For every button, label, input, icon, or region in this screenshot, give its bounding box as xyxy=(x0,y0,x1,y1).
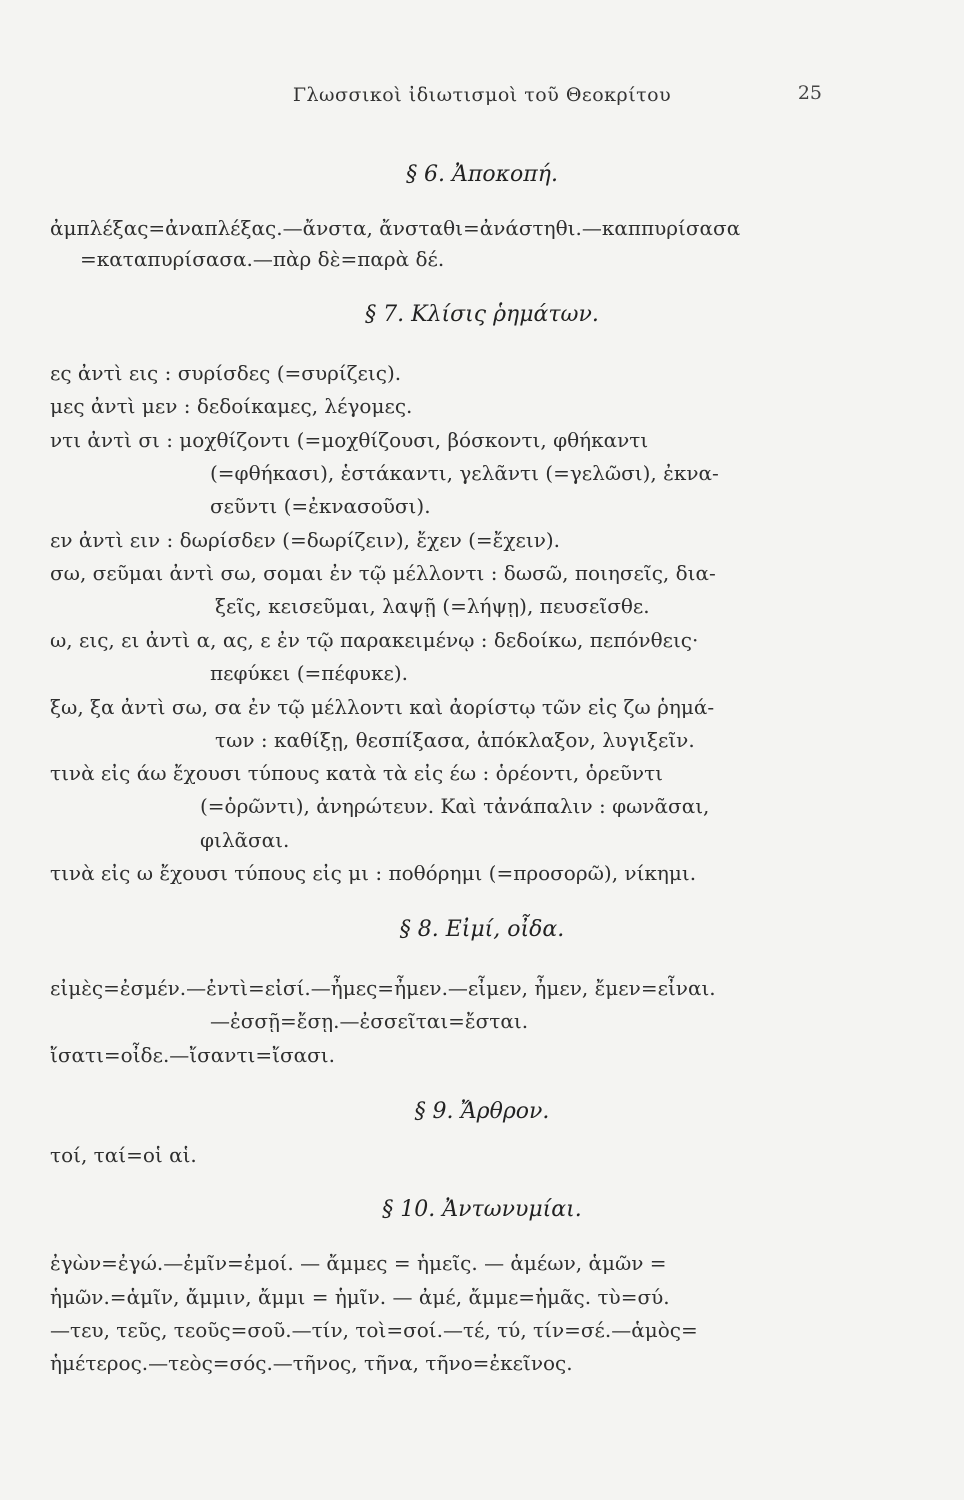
text-line: ξεῖς, κεισεῦμαι, λαψῇ (=λήψῃ), πευσεῖσθε. xyxy=(215,594,650,618)
text-line: μες ἀντὶ μεν : δεδοίκαμες, λέγομες. xyxy=(50,394,413,418)
text-line: ἐγὼν=ἐγώ.—ἐμῖν=ἐμοί. — ἄμμες = ἡμεῖς. — ἁμέων, ἁμῶν = xyxy=(50,1251,667,1275)
section-heading: § 8. Εἰμί, οἶδα. xyxy=(399,917,565,942)
text-line: (=φθήκασι), ἑστάκαντι, γελᾶντι (=γελῶσι), ἐκνα- xyxy=(210,461,719,485)
text-line: σεῦντι (=ἐκνασοῦσι). xyxy=(210,494,431,518)
text-line: τινὰ εἰς άω ἔχουσι τύπους κατὰ τὰ εἰς έω : ὁρέοντι, ὁρεῦντι xyxy=(50,761,663,785)
text-line: —τευ, τεῦς, τεοῦς=σοῦ.—τίν, τοὶ=σοί.—τέ, τύ, τίν=σέ.—ἁμὸς= xyxy=(50,1318,698,1342)
text-line: ἡμῶν.=ἁμῖν, ἄμμιν, ἄμμι = ἡμῖν. — ἀμέ, ἄμμε=ἡμᾶς. τὺ=σύ. xyxy=(50,1285,670,1309)
text-line: εν ἀντὶ ειν : δωρίσδεν (=δωρίζειν), ἔχεν (=ἔχειν). xyxy=(50,528,561,552)
text-line: πεφύκει (=πέφυκε). xyxy=(210,661,408,685)
text-line: των : καθίξῃ, θεσπίξασα, ἀπόκλαξον, λυγιξεῖν. xyxy=(215,728,695,752)
text-line: ω, εις, ει ἀντὶ α, ας, ε ἐν τῷ παρακειμένῳ : δεδοίκω, πεπόνθεις· xyxy=(50,628,699,652)
text-line: (=ὁρῶντι), ἀνηρώτευν. Καὶ τἀνάπαλιν : φωνᾶσαι, xyxy=(200,794,710,818)
text-line: ἡμέτερος.—τεὸς=σός.—τῆνος, τῆνα, τῆνο=ἐκεῖνος. xyxy=(50,1351,573,1375)
text-line: σω, σεῦμαι ἀντὶ σω, σομαι ἐν τῷ μέλλοντι : δωσῶ, ποιησεῖς, δια- xyxy=(50,561,716,585)
text-line: —ἐσσῇ=ἔσῃ.—ἐσσεῖται=ἔσται. xyxy=(210,1009,529,1033)
section-heading: § 10. Ἀντωνυμίαι. xyxy=(382,1197,582,1222)
text-line: τινὰ εἰς ω ἔχουσι τύπους εἰς μι : ποθόρημι (=προσορῶ), νίκημι. xyxy=(50,861,697,885)
section-heading: § 6. Ἀποκοπή. xyxy=(406,162,558,187)
text-line: ἀμπλέξας=ἀναπλέξας.—ἄνστα, ἄνσταθι=ἀνάστηθι.—καππυρίσασα xyxy=(50,216,741,240)
text-line: ντι ἀντὶ σι : μοχθίζοντι (=μοχθίζουσι, βόσκοντι, φθήκαντι xyxy=(50,428,649,452)
text-line: ξω, ξα ἀντὶ σω, σα ἐν τῷ μέλλοντι καὶ ἀορίστῳ τῶν εἰς ζω ῥημά- xyxy=(50,695,715,719)
text-line: ες ἀντὶ εις : συρίσδες (=συρίζεις). xyxy=(50,361,402,385)
text-line: ἴσατι=οἶδε.—ἴσαντι=ἴσασι. xyxy=(50,1043,335,1067)
section-heading: § 9. Ἄρθρον. xyxy=(414,1099,550,1124)
text-line: εἰμὲς=ἐσμέν.—ἐντὶ=εἰσί.—ἦμες=ἦμεν.—εἶμεν, ἦμεν, ἔμεν=εἶναι. xyxy=(50,976,716,1000)
running-header: Γλωσσικοὶ ἰδιωτισμοὶ τοῦ Θεοκρίτου xyxy=(292,84,672,106)
text-line: φιλᾶσαι. xyxy=(200,828,290,852)
text-line: τοί, ταί=οἱ αἱ. xyxy=(50,1143,197,1167)
section-heading: § 7. Κλίσις ῥημάτων. xyxy=(365,302,599,327)
text-line: =καταπυρίσασα.—πὰρ δὲ=παρὰ δέ. xyxy=(80,247,445,271)
page-number: 25 xyxy=(797,82,822,104)
